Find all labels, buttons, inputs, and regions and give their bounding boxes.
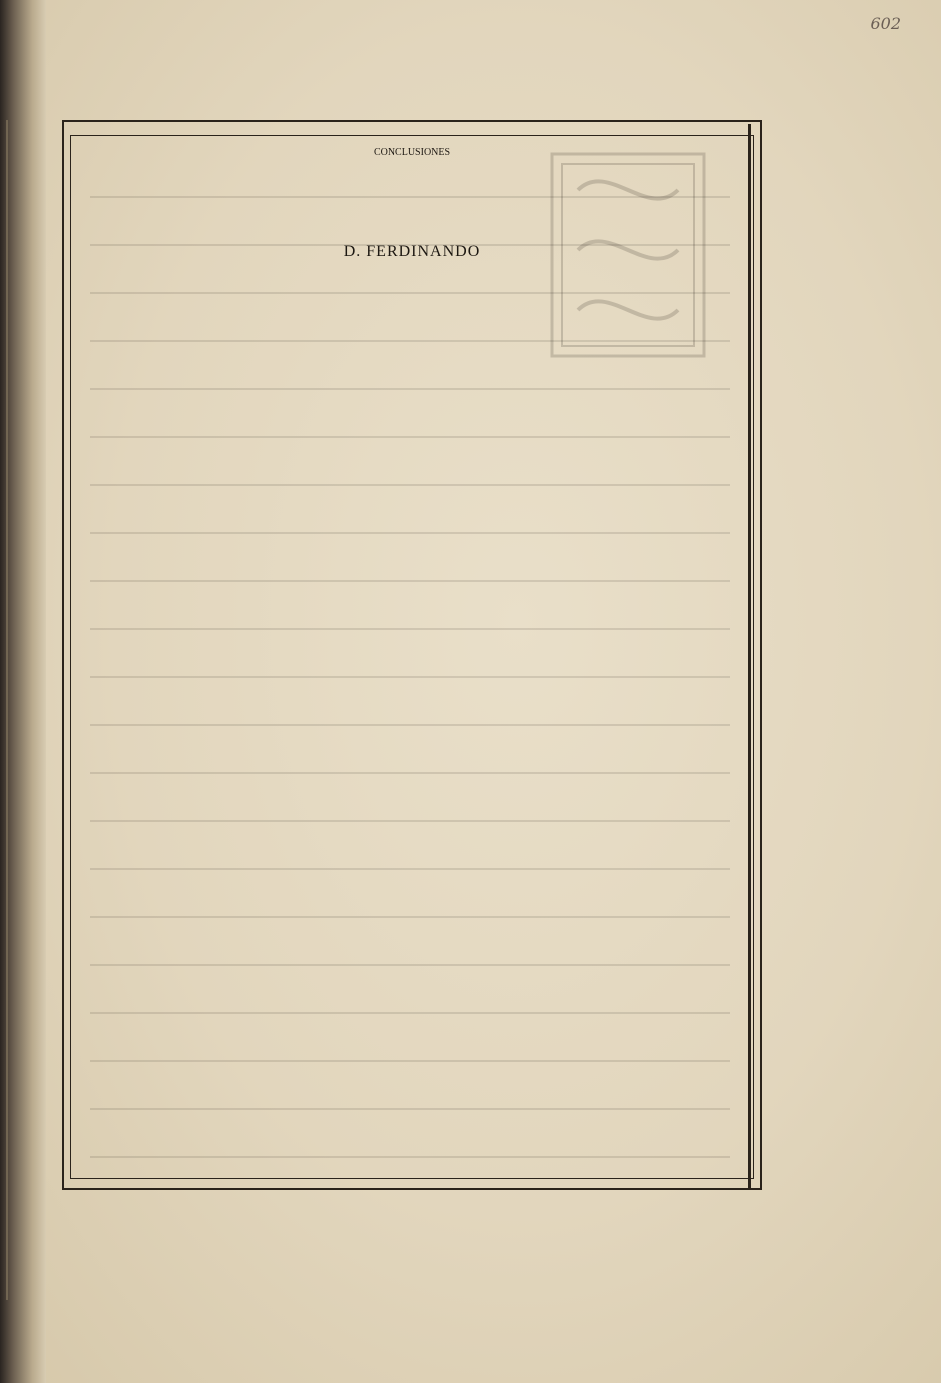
page-number: 602 [870,14,901,33]
subtitle-line-2 [72,203,752,228]
subtitle-line-1 [72,174,752,199]
patron-description-5 [72,382,752,412]
patron-description-3 [72,322,752,352]
patron-description-1 [72,262,752,292]
gutter-rule [6,120,8,1300]
patron-description-2 [72,292,752,322]
patron-description-4 [72,352,752,382]
patron-name: D. FERDINANDO [343,243,481,260]
book-gutter [0,0,46,1383]
title-page-content [72,140,752,444]
heading-conclusiones: CONCLUSIONES [373,147,451,158]
